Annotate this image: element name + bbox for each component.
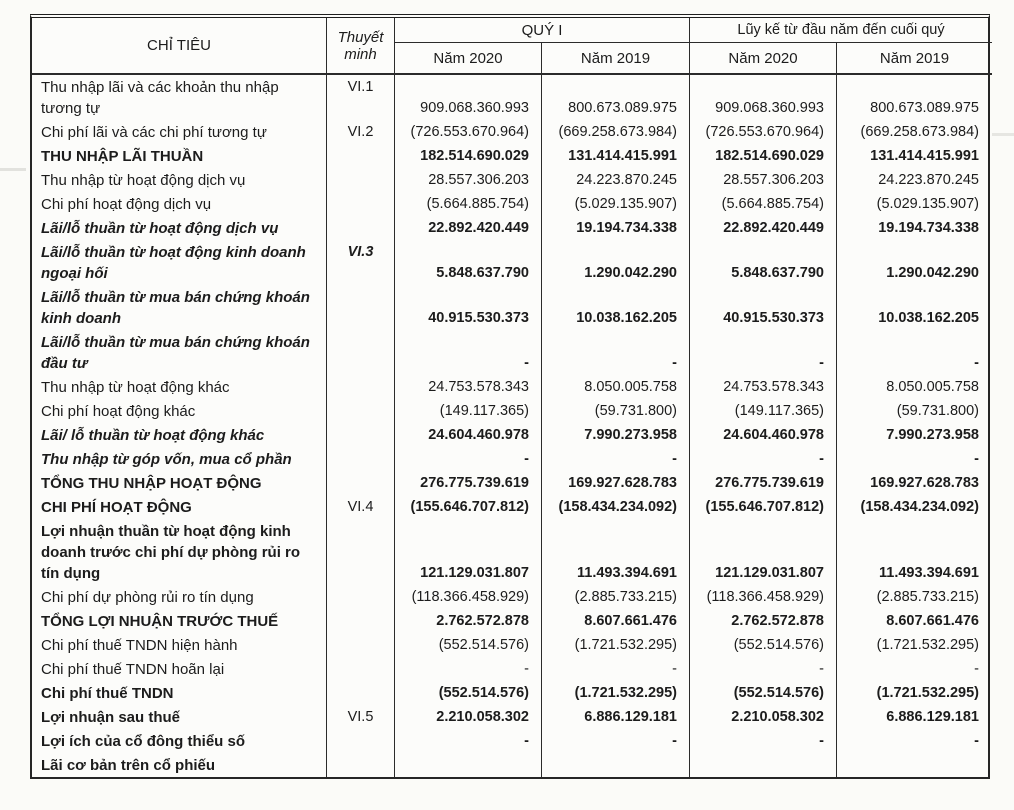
row-note — [327, 144, 395, 168]
cell-q1-2019: 11.493.394.691 — [542, 519, 690, 585]
row-label: Lãi/lỗ thuần từ mua bán chứng khoán kinh doanh — [32, 285, 327, 330]
row-note — [327, 192, 395, 216]
cell-q1-2020: 276.775.739.619 — [395, 471, 542, 495]
cell-ytd-2020: (552.514.576) — [690, 633, 837, 657]
header-group-ytd: Lũy kế từ đầu năm đến cuối quý — [690, 18, 992, 43]
cell-ytd-2019: 8.607.661.476 — [886, 612, 979, 629]
header-quarter-year-2019: Năm 2019 — [542, 43, 690, 75]
cell-ytd-2020: (5.664.885.754) — [690, 192, 837, 216]
cell-ytd-2019: (669.258.673.984) — [860, 123, 979, 140]
cell-ytd-2020: 2.762.572.878 — [690, 609, 837, 633]
cell-ytd-2019: 11.493.394.691 — [879, 564, 979, 581]
cell-q1-2020: (149.117.365) — [395, 399, 542, 423]
cell-ytd-2019: 24.223.870.245 — [878, 171, 979, 188]
income-statement-table — [30, 14, 990, 779]
cell-ytd-2020: (149.117.365) — [690, 399, 837, 423]
cell-ytd-2020: - — [690, 330, 837, 375]
cell-ytd-2019: 8.050.005.758 — [886, 378, 979, 395]
cell-ytd-2019: (2.885.733.215) — [876, 588, 979, 605]
cell-q1-2019: 8.050.005.758 — [542, 375, 690, 399]
row-label: Chi phí hoạt động khác — [32, 399, 327, 423]
row-note — [327, 330, 395, 375]
row-note — [327, 729, 395, 753]
cell-q1-2020: - — [395, 447, 542, 471]
cell-ytd-2019 — [837, 753, 992, 777]
cell-ytd-2020: 40.915.530.373 — [690, 285, 837, 330]
row-label: Chi phí hoạt động dịch vụ — [32, 192, 327, 216]
cell-q1-2020: 182.514.690.029 — [395, 144, 542, 168]
row-label: Chi phí thuế TNDN — [32, 681, 327, 705]
row-note — [327, 681, 395, 705]
row-note — [327, 216, 395, 240]
cell-ytd-2019: 1.290.042.290 — [886, 264, 979, 281]
cell-q1-2020: 24.753.578.343 — [395, 375, 542, 399]
cell-q1-2020: (726.553.670.964) — [395, 120, 542, 144]
row-note — [327, 471, 395, 495]
row-note — [327, 375, 395, 399]
cell-q1-2019: (5.029.135.907) — [542, 192, 690, 216]
header-quarter-year-2020: Năm 2020 — [395, 43, 542, 75]
cell-ytd-2020: - — [690, 729, 837, 753]
row-label: Chi phí thuế TNDN hiện hành — [32, 633, 327, 657]
cell-q1-2019: 8.607.661.476 — [542, 609, 690, 633]
row-label: CHI PHÍ HOẠT ĐỘNG — [32, 495, 327, 519]
header-group-quarter-1: QUÝ I — [395, 18, 690, 43]
cell-ytd-2020: 5.848.637.790 — [690, 240, 837, 285]
cell-q1-2019: (1.721.532.295) — [542, 681, 690, 705]
row-note — [327, 585, 395, 609]
cell-q1-2020: (118.366.458.929) — [395, 585, 542, 609]
cell-q1-2020: (5.664.885.754) — [395, 192, 542, 216]
row-label: Lợi nhuận sau thuế — [32, 705, 327, 729]
row-note — [327, 657, 395, 681]
cell-ytd-2020: 909.068.360.993 — [690, 75, 837, 120]
row-label: TỔNG THU NHẬP HOẠT ĐỘNG — [32, 471, 327, 495]
cell-ytd-2019: - — [974, 732, 979, 749]
scan-artifact — [992, 133, 1014, 136]
row-label: Chi phí dự phòng rủi ro tín dụng — [32, 585, 327, 609]
cell-ytd-2020: 22.892.420.449 — [690, 216, 837, 240]
cell-ytd-2020: 182.514.690.029 — [690, 144, 837, 168]
header-ytd-year-2019: Năm 2019 — [837, 43, 992, 75]
row-label: Thu nhập lãi và các khoản thu nhập tương tự — [32, 75, 327, 120]
cell-q1-2019: - — [542, 447, 690, 471]
cell-ytd-2019: - — [974, 660, 979, 677]
header-ytd-year-2020: Năm 2020 — [690, 43, 837, 75]
cell-ytd-2019: (1.721.532.295) — [876, 636, 979, 653]
row-label: THU NHẬP LÃI THUẦN — [32, 144, 327, 168]
row-note — [327, 423, 395, 447]
cell-q1-2020: 2.210.058.302 — [395, 705, 542, 729]
row-note: VI.5 — [327, 705, 395, 729]
cell-q1-2020: 22.892.420.449 — [395, 216, 542, 240]
cell-ytd-2020: 24.604.460.978 — [690, 423, 837, 447]
cell-ytd-2020: 24.753.578.343 — [690, 375, 837, 399]
cell-ytd-2019: 19.194.734.338 — [878, 219, 979, 236]
cell-ytd-2019: (59.731.800) — [896, 402, 979, 419]
cell-ytd-2020: - — [690, 447, 837, 471]
cell-q1-2020: 28.557.306.203 — [395, 168, 542, 192]
header-notes: Thuyết minh — [327, 18, 395, 75]
cell-ytd-2020: (118.366.458.929) — [690, 585, 837, 609]
row-note — [327, 285, 395, 330]
cell-ytd-2020 — [690, 753, 837, 777]
cell-ytd-2020: 121.129.031.807 — [690, 519, 837, 585]
cell-q1-2020: (552.514.576) — [395, 633, 542, 657]
cell-ytd-2019: 6.886.129.181 — [886, 708, 979, 725]
cell-q1-2020: - — [395, 657, 542, 681]
cell-q1-2019: (2.885.733.215) — [542, 585, 690, 609]
cell-q1-2019: 7.990.273.958 — [542, 423, 690, 447]
cell-q1-2020: 121.129.031.807 — [395, 519, 542, 585]
cell-q1-2020: 2.762.572.878 — [395, 609, 542, 633]
scan-artifact — [0, 168, 26, 171]
row-note — [327, 633, 395, 657]
cell-q1-2019: 10.038.162.205 — [542, 285, 690, 330]
cell-ytd-2019: - — [974, 354, 979, 371]
row-note — [327, 609, 395, 633]
row-note: VI.4 — [327, 495, 395, 519]
row-note — [327, 753, 395, 777]
row-label: TỔNG LỢI NHUẬN TRƯỚC THUẾ — [32, 609, 327, 633]
cell-ytd-2020: (726.553.670.964) — [690, 120, 837, 144]
cell-ytd-2020: 276.775.739.619 — [690, 471, 837, 495]
cell-q1-2019: (1.721.532.295) — [542, 633, 690, 657]
cell-q1-2019: 131.414.415.991 — [542, 144, 690, 168]
row-label: Lợi nhuận thuần từ hoạt động kinh doanh trước chi phí dự phòng rủi ro tín dụng — [32, 519, 327, 585]
row-note — [327, 447, 395, 471]
row-label: Lãi cơ bản trên cổ phiếu — [32, 753, 327, 777]
cell-q1-2020: 5.848.637.790 — [395, 240, 542, 285]
row-label: Thu nhập từ hoạt động dịch vụ — [32, 168, 327, 192]
row-label: Thu nhập từ hoạt động khác — [32, 375, 327, 399]
cell-ytd-2019: 169.927.628.783 — [870, 474, 979, 491]
cell-q1-2020: - — [395, 729, 542, 753]
cell-q1-2019: - — [542, 729, 690, 753]
cell-q1-2019: (158.434.234.092) — [542, 495, 690, 519]
cell-q1-2019: (59.731.800) — [542, 399, 690, 423]
row-note: VI.3 — [327, 240, 395, 285]
cell-q1-2020: (155.646.707.812) — [395, 495, 542, 519]
row-note — [327, 519, 395, 585]
cell-q1-2020 — [395, 753, 542, 777]
cell-ytd-2019: (1.721.532.295) — [876, 684, 979, 701]
cell-ytd-2019: 10.038.162.205 — [878, 309, 979, 326]
row-label: Lãi/lỗ thuần từ hoạt động dịch vụ — [32, 216, 327, 240]
cell-ytd-2019: 800.673.089.975 — [870, 99, 979, 116]
cell-q1-2019: - — [542, 330, 690, 375]
header-criteria: CHỈ TIÊU — [32, 18, 327, 75]
row-note — [327, 168, 395, 192]
cell-ytd-2020: - — [690, 657, 837, 681]
cell-ytd-2020: (552.514.576) — [690, 681, 837, 705]
cell-q1-2019: 19.194.734.338 — [542, 216, 690, 240]
row-label: Lợi ích của cổ đông thiểu số — [32, 729, 327, 753]
row-label: Chi phí thuế TNDN hoãn lại — [32, 657, 327, 681]
cell-q1-2019: - — [542, 657, 690, 681]
cell-q1-2019: 24.223.870.245 — [542, 168, 690, 192]
row-note: VI.1 — [327, 75, 395, 120]
cell-q1-2020: (552.514.576) — [395, 681, 542, 705]
cell-q1-2019: 6.886.129.181 — [542, 705, 690, 729]
cell-q1-2019: 169.927.628.783 — [542, 471, 690, 495]
cell-ytd-2020: 28.557.306.203 — [690, 168, 837, 192]
row-label: Lãi/lỗ thuần từ mua bán chứng khoán đầu tư — [32, 330, 327, 375]
row-label: Lãi/lỗ thuần từ hoạt động kinh doanh ngoại hối — [32, 240, 327, 285]
cell-q1-2020: 24.604.460.978 — [395, 423, 542, 447]
row-label: Thu nhập từ góp vốn, mua cổ phần — [32, 447, 327, 471]
cell-ytd-2019: 7.990.273.958 — [886, 426, 979, 443]
cell-ytd-2020: (155.646.707.812) — [690, 495, 837, 519]
cell-ytd-2020: 2.210.058.302 — [690, 705, 837, 729]
row-label: Lãi/ lỗ thuần từ hoạt động khác — [32, 423, 327, 447]
cell-ytd-2019: 131.414.415.991 — [870, 147, 979, 164]
cell-q1-2019: 800.673.089.975 — [542, 75, 690, 120]
row-note: VI.2 — [327, 120, 395, 144]
cell-q1-2020: 40.915.530.373 — [395, 285, 542, 330]
cell-q1-2020: - — [395, 330, 542, 375]
cell-ytd-2019: - — [974, 450, 979, 467]
row-label: Chi phí lãi và các chi phí tương tự — [32, 120, 327, 144]
cell-q1-2019: 1.290.042.290 — [542, 240, 690, 285]
cell-q1-2019 — [542, 753, 690, 777]
cell-ytd-2019: (158.434.234.092) — [860, 498, 979, 515]
cell-q1-2020: 909.068.360.993 — [395, 75, 542, 120]
cell-ytd-2019: (5.029.135.907) — [876, 195, 979, 212]
row-note — [327, 399, 395, 423]
cell-q1-2019: (669.258.673.984) — [542, 120, 690, 144]
